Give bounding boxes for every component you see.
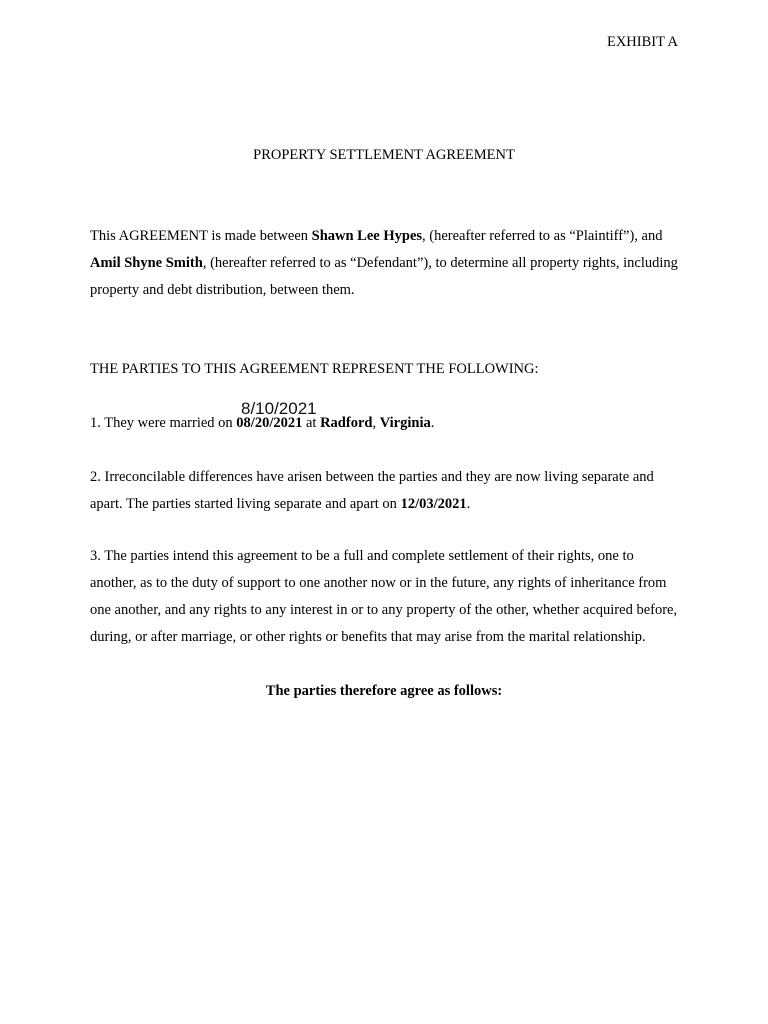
parties-heading: THE PARTIES TO THIS AGREEMENT REPRESENT THE FOLLOWING: — [90, 361, 539, 377]
separation-date: 12/03/2021 — [400, 496, 467, 512]
item-2-text: 2. Irreconcilable differences have arisen between the parties and they are now living separate and apart. The parties started living separate and apart on — [90, 469, 654, 512]
item-1-end: . — [430, 415, 435, 431]
intro-text-1: This AGREEMENT is made between — [90, 228, 312, 244]
item-1-comma: , — [372, 415, 380, 431]
intro-text-2: , (hereafter referred to as “Plaintiff”), and — [422, 228, 663, 244]
intro-paragraph — [90, 223, 680, 304]
item-1-prefix: 1. They were married on — [90, 415, 237, 431]
marriage-state: Virginia — [379, 415, 431, 431]
exhibit-label: EXHIBIT A — [606, 34, 678, 50]
plaintiff-name: Shawn Lee Hypes — [311, 228, 423, 244]
item-3-paragraph: 3. The parties intend this agreement to be a full and complete settlement of their rights, one to another, as to the duty of support to one another now or in the future, any rights of inheritance from one another, and any rights to any interest in or to any property of the other, whether acquired before, during, or after marriage, or other rights or benefits that may arise from the marital relationship. — [90, 548, 678, 645]
intro-text-3: , (hereafter referred to as “Defendant”), to determine all property rights, including property and debt distribution, between them. — [90, 255, 678, 298]
document-title: PROPERTY SETTLEMENT AGREEMENT — [253, 147, 515, 163]
marriage-city: Radford — [320, 415, 373, 431]
item-2-end: . — [466, 496, 471, 512]
agree-statement: The parties therefore agree as follows: — [265, 683, 503, 699]
marriage-date: 08/20/2021 — [236, 415, 303, 431]
handwritten-date-annotation: 8/10/2021 — [241, 399, 317, 418]
defendant-name: Amil Shyne Smith — [90, 255, 203, 271]
item-2-paragraph — [90, 464, 680, 518]
item-1-paragraph — [90, 410, 680, 437]
item-1-at: at — [302, 415, 321, 431]
